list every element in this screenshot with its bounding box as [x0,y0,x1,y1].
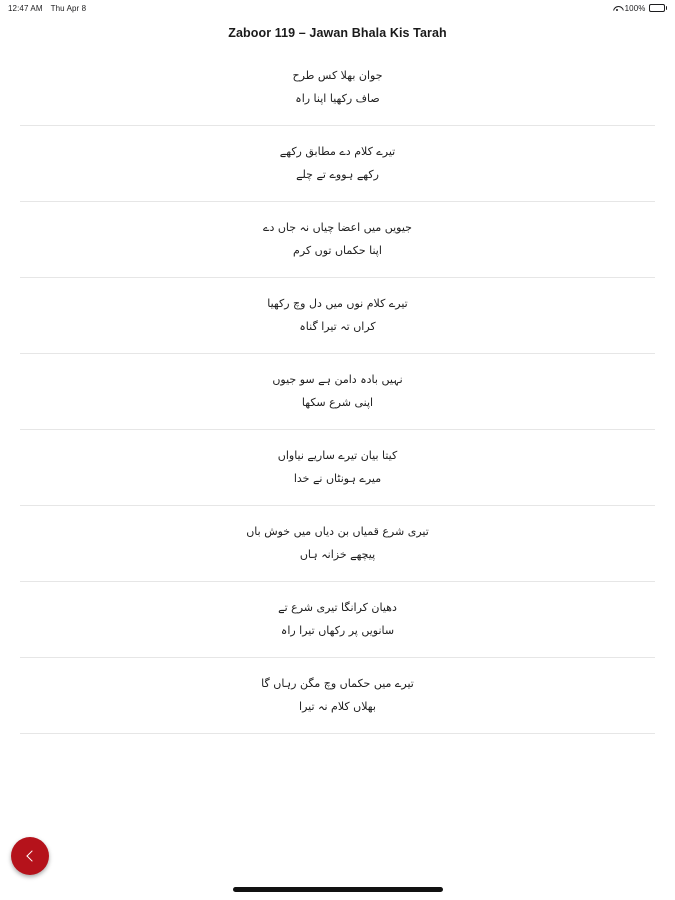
verse-line: پیچھے خزانہ ہاں [299,548,376,561]
status-bar-time: 12:47 AM [8,3,43,13]
verse-line: اپنا حکماں توں کرم [293,244,382,257]
verse-item [20,202,655,278]
verse-item [20,354,655,430]
verse-list [0,50,675,734]
home-indicator[interactable] [233,887,443,892]
verse-line: دھیان کرانگا تیری شرع تے [278,601,397,614]
page-title: Zaboor 119 – Jawan Bhala Kis Tarah [228,26,447,40]
verse-item [20,506,655,582]
verse-line: جیویں میں اعضا چیاں نہ جاں دے [263,221,412,234]
verse-line: بھلاں کلام نہ تیرا [299,700,376,713]
verse-item [20,278,655,354]
verse-line: میرے ہونٹاں نے خدا [293,472,382,485]
verse-item [20,430,655,506]
status-bar-left [8,4,86,13]
header [0,16,675,50]
verse-line: تیری شرع قمیاں بن دیاں میں خوش باں [246,525,429,538]
verse-line: جوان بھلا کس طرح [292,69,383,82]
back-button[interactable] [11,837,49,875]
status-bar-date: Thu Apr 8 [50,3,87,13]
verse-item [20,126,655,202]
verse-line: تیرے میں حکماں وچ مگن رہاں گا [261,677,414,690]
wifi-icon [613,5,622,12]
verse-line: کیتا بیان تیرے ساریے نیاواں [277,449,398,462]
chevron-left-icon [26,850,37,861]
verse-line: نہیں بادہ دامن ہے سو جیوں [272,373,403,386]
status-bar [0,0,675,16]
verse-item [20,658,655,734]
verse-line: رکھے ہووے تے چلے [296,168,379,181]
status-bar-right [613,4,667,13]
verse-line: صاف رکھیا اپنا راہ [295,92,380,105]
verse-line: تیرے کلام نوں میں دل وچ رکھیا [267,297,408,310]
verse-line: سانویں پر رکھاں تیرا راہ [280,624,395,637]
battery-full-icon [649,4,668,12]
verse-line: کراں تہ تیرا گناہ [299,320,376,333]
verse-line: تیرے کلام دے مطابق رکھے [279,145,396,158]
verse-line: اپنی شرع سکھا [301,396,374,409]
battery-percent-label: 100% [624,3,646,13]
verse-item [20,582,655,658]
verse-item [20,50,655,126]
